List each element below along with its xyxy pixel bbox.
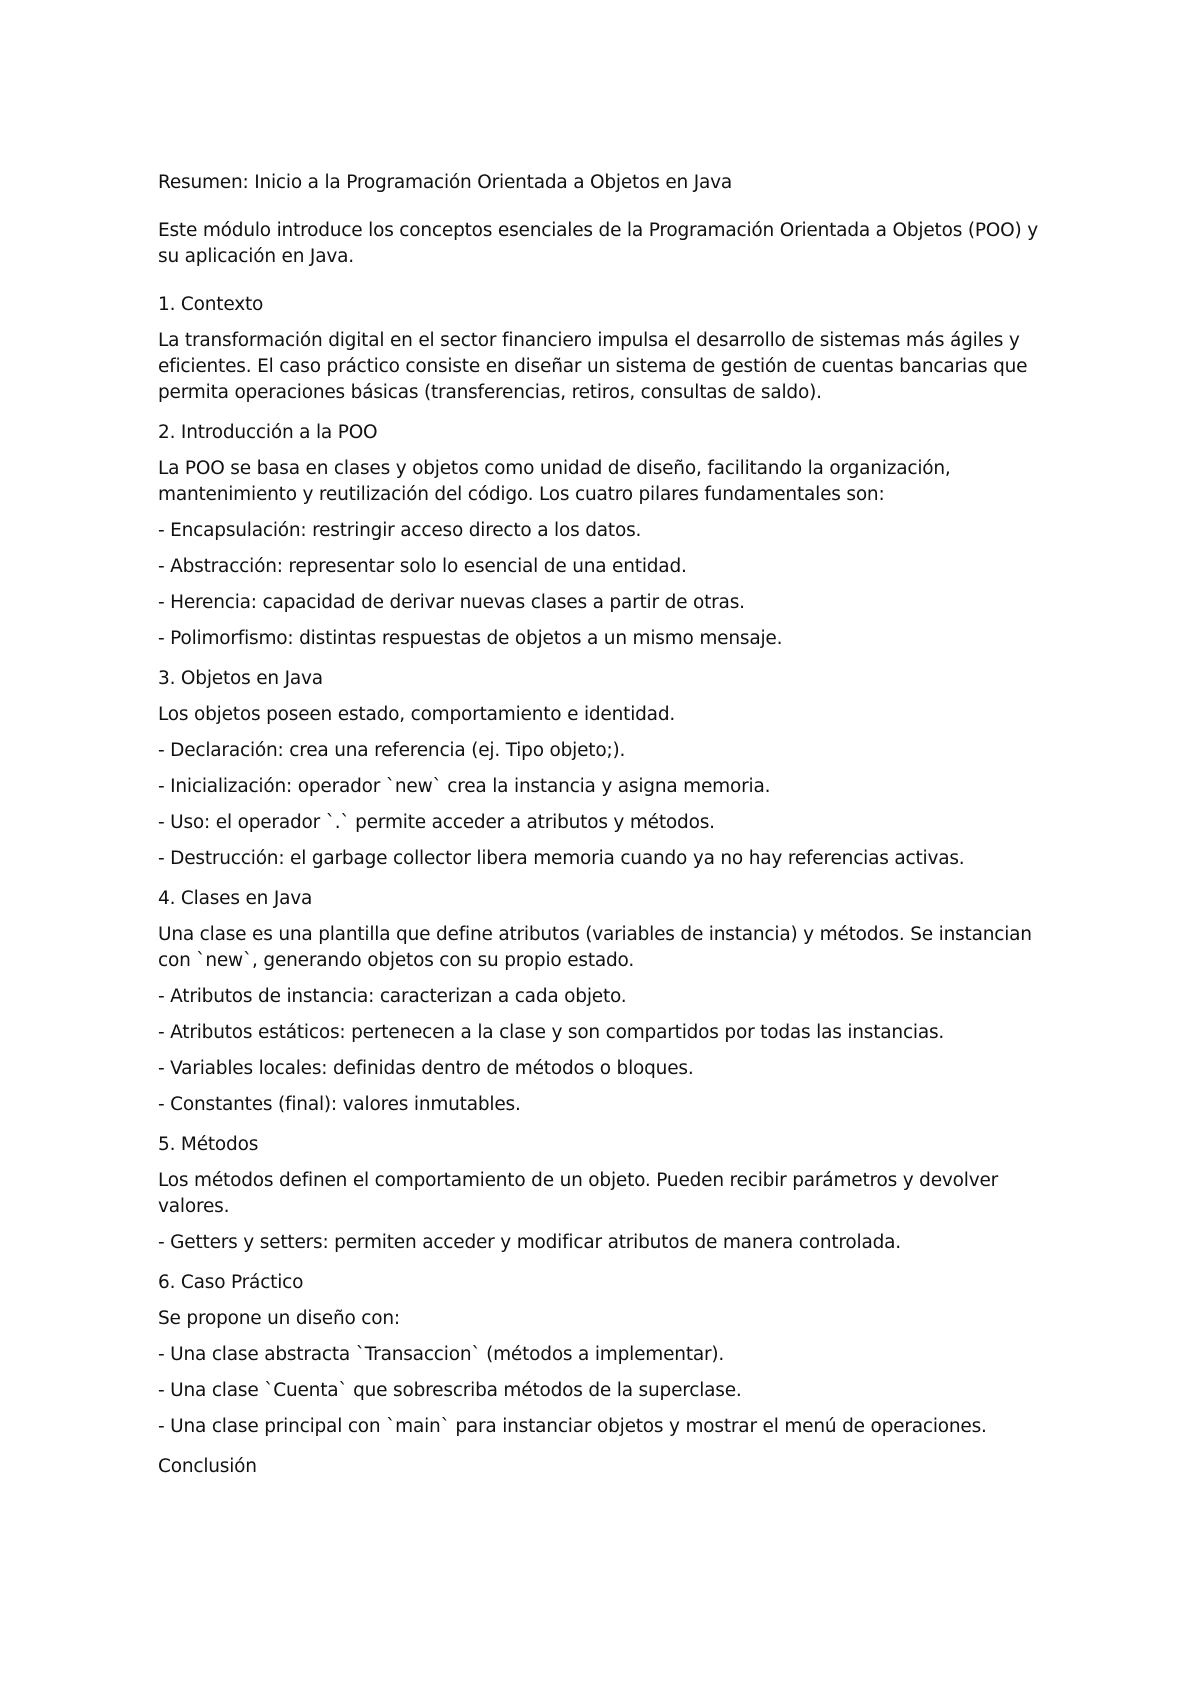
section-6 <box>158 1270 1038 1440</box>
section-paragraph: La transformación digital en el sector financiero impulsa el desarrollo de sistemas más ágiles y eficientes. El caso práctico consiste en diseñar un sistema de gestión de cuentas bancarias que permita operaciones básicas (transferencias, retiros, consultas de saldo). <box>158 330 1028 403</box>
bullet-item: - Atributos de instancia: caracterizan a cada objeto. <box>158 986 627 1007</box>
sections-container <box>158 292 1038 1440</box>
intro-paragraph: Este módulo introduce los conceptos esenciales de la Programación Orientada a Objetos (POO) y su aplicación en Java. <box>158 220 1038 267</box>
conclusion-heading: Conclusión <box>158 1456 257 1477</box>
section-heading: 1. Contexto <box>158 294 264 315</box>
bullet-item: - Destrucción: el garbage collector libera memoria cuando ya no hay referencias activas. <box>158 848 965 869</box>
document-title: Resumen: Inicio a la Programación Orientada a Objetos en Java <box>158 172 733 193</box>
bullet-item: - Una clase `Cuenta` que sobrescriba métodos de la superclase. <box>158 1380 742 1401</box>
bullet-item: - Abstracción: representar solo lo esencial de una entidad. <box>158 556 687 577</box>
section-paragraph: Los métodos definen el comportamiento de un objeto. Pueden recibir parámetros y devolver valores. <box>158 1170 999 1217</box>
document-page <box>158 170 1038 1480</box>
bullet-item: - Una clase principal con `main` para instanciar objetos y mostrar el menú de operaciones. <box>158 1416 987 1437</box>
bullet-item: - Una clase abstracta `Transaccion` (métodos a implementar). <box>158 1344 725 1365</box>
section-heading: 4. Clases en Java <box>158 888 313 909</box>
bullet-item: - Constantes (final): valores inmutables. <box>158 1094 521 1115</box>
section-paragraph: La POO se basa en clases y objetos como unidad de diseño, facilitando la organización, mantenimiento y reutilización del código. Los cuatro pilares fundamentales son: <box>158 458 951 505</box>
section-paragraph: Los objetos poseen estado, comportamiento e identidad. <box>158 704 676 725</box>
section-heading: 5. Métodos <box>158 1134 259 1155</box>
section-heading: 6. Caso Práctico <box>158 1272 304 1293</box>
section-paragraph: Una clase es una plantilla que define atributos (variables de instancia) y métodos. Se instancian con `new`, generando objetos con su propio estado. <box>158 924 1032 971</box>
bullet-item: - Uso: el operador `.` permite acceder a atributos y métodos. <box>158 812 715 833</box>
bullet-item: - Encapsulación: restringir acceso directo a los datos. <box>158 520 642 541</box>
section-heading: 2. Introducción a la POO <box>158 422 378 443</box>
bullet-item: - Herencia: capacidad de derivar nuevas clases a partir de otras. <box>158 592 745 613</box>
section-2 <box>158 420 1038 652</box>
bullet-item: - Inicialización: operador `new` crea la instancia y asigna memoria. <box>158 776 771 797</box>
section-1 <box>158 292 1038 406</box>
section-3 <box>158 666 1038 872</box>
section-paragraph: Se propone un diseño con: <box>158 1308 400 1329</box>
section-4 <box>158 886 1038 1118</box>
bullet-item: - Polimorfismo: distintas respuestas de objetos a un mismo mensaje. <box>158 628 783 649</box>
bullet-item: - Atributos estáticos: pertenecen a la clase y son compartidos por todas las instancias. <box>158 1022 945 1043</box>
bullet-item: - Variables locales: definidas dentro de métodos o bloques. <box>158 1058 694 1079</box>
bullet-item: - Getters y setters: permiten acceder y modificar atributos de manera controlada. <box>158 1232 901 1253</box>
section-heading: 3. Objetos en Java <box>158 668 323 689</box>
section-5 <box>158 1132 1038 1256</box>
bullet-item: - Declaración: crea una referencia (ej. Tipo objeto;). <box>158 740 626 761</box>
